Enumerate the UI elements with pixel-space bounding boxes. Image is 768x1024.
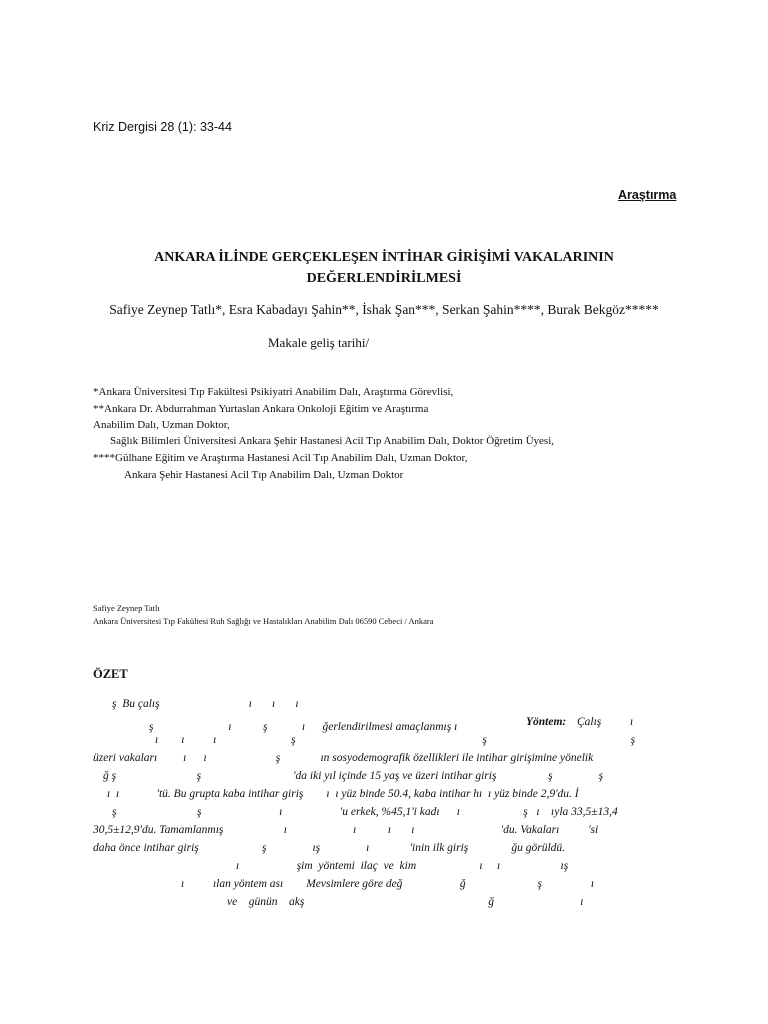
affiliation-2-continued: Anabilim Dalı, Uzman Doktor,	[93, 419, 230, 431]
journal-reference: Kriz Dergisi 28 (1): 33-44	[93, 120, 232, 134]
affiliation-1: *Ankara Üniversitesi Tıp Fakültesi Psikiyatri Anabilim Dalı, Araştırma Görevlisi,	[93, 386, 454, 398]
method-label: Yöntem:	[526, 716, 567, 728]
article-title-line-1: ANKARA İLİNDE GERÇEKLEŞEN İNTİHAR GİRİŞİMİ VAKALARININ	[154, 250, 614, 265]
summary-line-12: ve günün akş ğ ı	[227, 896, 584, 908]
article-title-line-2: DEĞERLENDİRİLMESİ	[306, 271, 462, 286]
summary-line-9: daha önce intihar giriş ş ış ı 'inin ilk giriş ğu görüldü.	[93, 842, 566, 854]
summary-line-11: ı ılan yöntem ası Mevsimlere göre değ ğ ş ı	[181, 878, 595, 890]
summary-line-2-row	[93, 716, 634, 735]
submission-date-label: Makale geliş tarihi/	[268, 335, 370, 350]
affiliation-2: **Ankara Dr. Abdurrahman Yurtaslan Ankara Onkoloji Eğitim ve Araştırma	[93, 403, 429, 415]
affiliation-4: ****Gülhane Eğitim ve Araştırma Hastanesi Acil Tıp Anabilim Dalı, Uzman Doktor,	[93, 452, 468, 464]
summary-line-2: ş ı ş ı ğerlendirilmesi amaçlanmış ı	[149, 721, 458, 733]
method-tail: Çalış ı	[577, 716, 634, 728]
summary-line-4: üzeri vakaları ı ı ş ın sosyodemografik özellikleri ile intihar girişimine yönelik	[93, 752, 594, 764]
correspondence-name: Safiye Zeynep Tatlı	[93, 603, 160, 613]
summary-line-1: ş Bu çalış ı ı ı	[112, 698, 299, 710]
summary-line-10: ı şim yöntemi ilaç ve kim ı ı ış	[236, 860, 569, 872]
summary-line-8: 30,5±12,9'du. Tamamlanmış ı ı ı ı 'du. Vakaları 'si	[93, 824, 599, 836]
summary-heading: ÖZET	[93, 667, 128, 681]
affiliation-5: Ankara Şehir Hastanesi Acil Tıp Anabilim Dalı, Uzman Doktor	[124, 469, 404, 481]
summary-line-5: ğ ş ş 'da iki yıl içinde 15 yaş ve üzeri intihar giriş ş ş	[103, 770, 604, 782]
summary-line-6: ı ı 'tü. Bu grupta kaba intihar giriş ı ı yüz binde 50.4, kaba intihar hı ı yüz binde 2,9'du. İ	[107, 788, 579, 800]
correspondence-address: Ankara Üniversitesi Tıp Fakültesi Ruh Sağlığı ve Hastalıkları Anabilim Dalı 06590 Cebeci / Ankara	[93, 616, 434, 626]
affiliation-3: Sağlık Bilimleri Üniversitesi Ankara Şehir Hastanesi Acil Tıp Anabilim Dalı, Doktor Öğretim Üyesi,	[110, 435, 555, 447]
summary-line-3: ı ı ı ş ş ş	[155, 734, 636, 746]
summary-line-7: ş ş ı 'u erkek, %45,1'i kadı ı ş ı ıyla 33,5±13,4	[112, 806, 618, 818]
author-list: Safiye Zeynep Tatlı*, Esra Kabadayı Şahin**, İshak Şan***, Serkan Şahin****, Burak Bekgöz*****	[109, 302, 659, 317]
section-label: Araştırma	[618, 188, 677, 202]
